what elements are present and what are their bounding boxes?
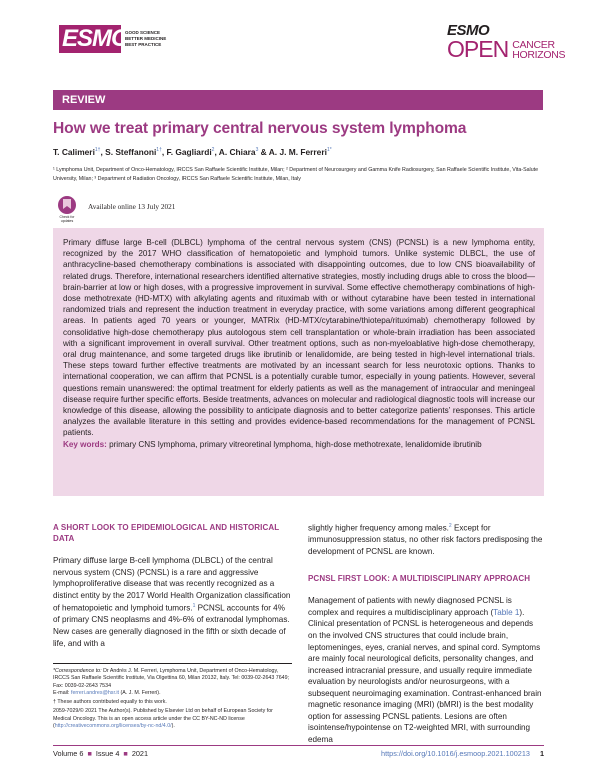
body-paragraph: Primary diffuse large B-cell lymphoma (DLBCL) of the central nervous system (CNS) (PCNSL) is a rare and aggressive lymphoproliferative disease that was recently recognized as a distinct entity by the 2017 World Health Organization classification of hematopoietic and lymphoid tumors.$^1$ PCNSL accounts for 4% of primary CNS neoplasms and 4%-6% of extranodal lymphomas. New cases are generally diagnosed in the fifth or sixth decade of life, and with a: [53, 556, 291, 648]
footer-divider: [53, 745, 544, 746]
correspondence-note: *Correspondence to: Dr Andrés J. M. Ferreri, Lymphoma Unit, Department of Onco-Hematology, IRCCS San Raffaele Scientific Institute, Via Olgettina 60, Milan 20132, Italy. Tel: 0039-02-2643 7649; Fax: 0039-02-2643 7534 E-mail: ferreri.andres@hsr.it (A. J. M. Ferreri).: [53, 668, 290, 696]
author-sup[interactable]: 3: [255, 147, 259, 154]
keywords-label: Key words:: [63, 439, 107, 449]
affiliations: ¹ Lymphoma Unit, Department of Onco-Hematology, IRCCS San Raffaele Scientific Institute, Milan; ² Department of Neurosurgery and Gamma Knife Radiosurgery, San Raffaele Scientific Institute, Vita-Salute University, Milan; ³ Department of Radiation Oncology, IRCCS San Raffaele Scientific Institute, Milan, Italy: [53, 167, 539, 182]
esmo-tagline: GOOD SCIENCE BETTER MEDICINE BEST PRACTICE: [125, 30, 167, 47]
equal-contribution-note: † These authors contributed equally to this work.: [53, 699, 167, 706]
crossmark-icon: [58, 196, 76, 214]
keywords-list: primary CNS lymphoma, primary vitreoretinal lymphoma, high-dose methotrexate, lenalidomide ibrutinib: [109, 439, 482, 449]
author: F. Gagliardi: [166, 147, 212, 157]
author: A. Chiara: [218, 147, 256, 157]
doi-link[interactable]: https://doi.org/10.1016/j.esmoop.2021.100213: [381, 749, 530, 758]
footnotes: [53, 663, 292, 730]
email-link[interactable]: ferreri.andres@hsr.it: [70, 689, 120, 696]
left-column: [53, 522, 292, 649]
page-number: 1: [539, 749, 544, 758]
abstract-box: [53, 228, 544, 496]
author-sup[interactable]: 2: [211, 147, 215, 154]
table-link[interactable]: Table 1: [493, 607, 520, 617]
abstract-text: Primary diffuse large B-cell (DLBCL) lymphoma of the central nervous system (CNS) (PCNSL) is a new lymphoma entity, recognized by the 2017 WHO classification of hematopoietic and lymphoid tumors. Unlike systemic DLBCL, the use of anthracycline-based chemotherapy combinations is associated with disappointing outcomes, due to low CNS bioavailability of related drugs. Therefore, international researchers identified alternative strategies, mostly including drugs able to cross the blood—brain-barrier at low or high doses, with a progressive improvement in survival. Some effective chemotherapy combinations of high-dose methotrexate (HD-MTX) with alkylating agents and rituximab with or without cytarabine have been tested in international randomized trials and represent the induction treatment in everyday practice, with some variations among different geographical areas. In patients aged 70 years or younger, MATRix (HD-MTX/cytarabine/thiotepa/rituximab) chemotherapy followed by consolidative high-dose chemotherapy plus autologous stem cell transplantation or whole-brain irradiation has been associated with a significant improvement in overall survival. Other treatment options, such as non-myeloablative high-dose chemotherapy, oral drug maintenance, and some targeted drugs like ibrutinib or lenalidomide, are being tested in high-level international trials. These steps toward further effective treatments are motivated by an incessant search for less neurotoxic options. Thanks to international cooperation, we can affirm that PCNSL is a potentially curable tumor, especially in young patients. However, several questions remain unanswered: the optimal treatment for elderly patients as well as the management of intraocular and meningeal disease require further specific efforts. Beside treatments, advances on molecular and radiological diagnostic tools will increase our knowledge of this disease, allowing the possibility to anticipate diagnosis and to better categorize patients’ responses. This article analyzes the available literature in this setting and provides evidence-based recommendations for the management of PCNSL patients.: [63, 238, 535, 438]
esmo-logo-mark: ESMO: [59, 25, 121, 53]
license-note: 2059-7029/© 2021 The Author(s). Published by Elsevier Ltd on behalf of European Society for Medical Oncology. This is an open access article under the CC BY-NC-ND license (http://creativecommons.org/licenses/by-nc-nd/4.0/).: [53, 708, 273, 730]
section-heading-epidemiology: A SHORT LOOK TO EPIDEMIOLOGICAL AND HISTORICAL DATA: [53, 523, 280, 543]
esmo-logo: [59, 25, 166, 53]
reference-link[interactable]: 2: [448, 523, 452, 529]
volume-info: Volume 6 ■ Issue 4 ■ 2021: [53, 749, 149, 758]
check-for-updates-badge[interactable]: [55, 196, 79, 226]
author-sup[interactable]: 1†: [156, 147, 162, 154]
author: S. Steffanoni: [105, 147, 157, 157]
doi-info: [381, 749, 544, 758]
author: A. J. M. Ferreri: [268, 147, 327, 157]
section-heading-multidisciplinary: PCNSL FIRST LOOK: A MULTIDISCIPLINARY APPROACH: [308, 574, 531, 584]
body-paragraph: slightly higher frequency among males.$^2$ Except for immunosuppression status, no other risk factors predisposing the development of PCNSL are known.: [308, 523, 543, 556]
author: T. Calimeri: [53, 147, 95, 157]
author-sup[interactable]: 1†: [94, 147, 101, 154]
article-type-bar: REVIEW: [53, 90, 543, 110]
article-title: How we treat primary central nervous system lymphoma: [53, 120, 467, 137]
open-logo-esmo: ESMO: [447, 22, 490, 39]
available-online: Available online 13 July 2021: [88, 202, 176, 211]
open-logo-open: OPEN: [447, 36, 509, 62]
author-list: T. Calimeri$^{1\dagger}$, S. Steffanoni$^{1\dagger}$, F. Gagliardi$^2$, A. Chiara$^3$ & A. J. M. Ferreri$^{1*}$: [53, 147, 332, 157]
author-sup[interactable]: 1*: [326, 147, 332, 154]
esmo-open-logo: [447, 24, 565, 60]
right-column: [308, 521, 544, 745]
reference-link[interactable]: 1: [192, 603, 196, 610]
open-logo-subtitle: CANCER HORIZONS: [512, 39, 566, 61]
keywords: [63, 439, 535, 450]
crossmark-label: Check for updates: [59, 215, 75, 223]
license-link[interactable]: http://creativecommons.org/licenses/by-nc-nd/4.0/: [54, 723, 172, 730]
body-paragraph: Management of patients with newly diagnosed PCNSL is complex and requires a multidisciplinary approach (Table 1). Clinical presentation of PCNSL is heterogeneous and depends on the involved CNS structures that could include brain, leptomeninges, eyes, cranial nerves, and spinal cord. Symptoms are mainly focal neurological deficits, personality changes, and increased intracranial pressure, and usually require immediate evaluation by neurologists and/or neurosurgeons, with a subsequent neuroimaging examination. Contrast-enhanced brain magnetic resonance imaging (MRI) (bMRI) is the best modality option for assessing PCNSL patients. Lesions are often isointense/hypointense on T2-weighted MRI, with surrounding edema: [308, 596, 542, 744]
